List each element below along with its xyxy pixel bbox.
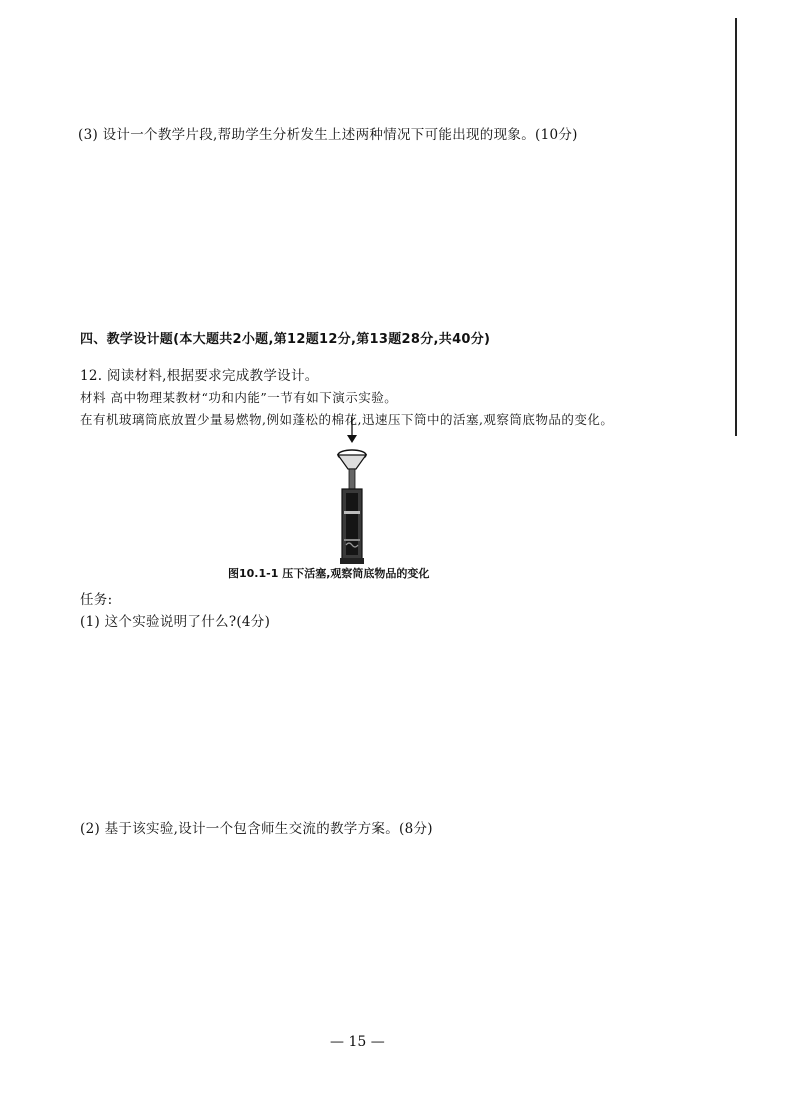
page-number: — 15 — [330,1034,385,1050]
question-12-intro: 12. 阅读材料,根据要求完成教学设计。 [80,368,319,384]
margin-binding-line [735,18,737,436]
material-line-2: 在有机玻璃筒底放置少量易燃物,例如蓬松的棉花,迅速压下筒中的活塞,观察筒底物品的变化。 [80,412,614,427]
task-label: 任务: [80,592,113,608]
task-1-text: (1) 这个实验说明了什么?(4分) [80,614,271,630]
piston-cylinder-figure [330,415,374,565]
section-heading: 四、教学设计题(本大题共2小题,第12题12分,第13题28分,共40分) [80,332,491,347]
task-2-text: (2) 基于该实验,设计一个包含师生交流的教学方案。(8分) [80,821,433,837]
question-3-text: (3) 设计一个教学片段,帮助学生分析发生上述两种情况下可能出现的现象。(10分) [78,127,578,143]
figure-caption: 图10.1-1 压下活塞,观察筒底物品的变化 [228,567,430,580]
material-line-1: 材料 高中物理某教材“功和内能”一节有如下演示实验。 [80,390,398,405]
